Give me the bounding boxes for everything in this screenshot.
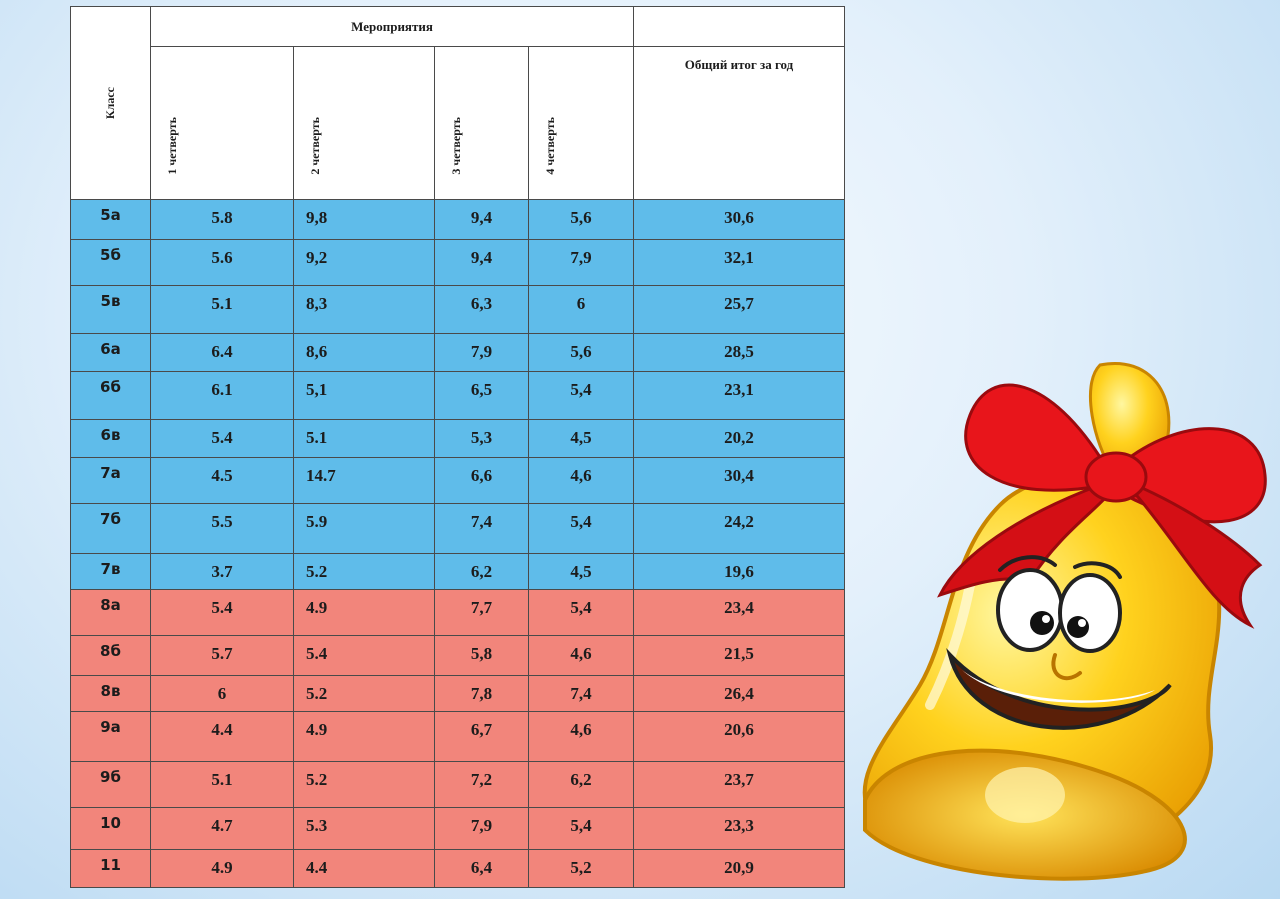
q2-cell: 5,1 <box>294 372 435 420</box>
cartoon-bell-icon <box>850 355 1280 885</box>
q1-cell: 6 <box>151 676 294 712</box>
class-cell: 8а <box>71 590 151 636</box>
class-cell: 8б <box>71 636 151 676</box>
q4-cell: 6,2 <box>529 762 634 808</box>
class-cell: 6б <box>71 372 151 420</box>
q2-cell: 4.9 <box>294 590 435 636</box>
table-row <box>71 712 845 762</box>
q4-cell: 5,4 <box>529 590 634 636</box>
q2-cell: 5.2 <box>294 762 435 808</box>
total-cell: 24,2 <box>634 504 845 554</box>
q4-cell: 5,2 <box>529 850 634 888</box>
table-row <box>71 504 845 554</box>
table-row <box>71 636 845 676</box>
total-cell: 30,4 <box>634 458 845 504</box>
q4-cell: 7,4 <box>529 676 634 712</box>
q4-cell: 4,6 <box>529 458 634 504</box>
total-cell: 20,9 <box>634 850 845 888</box>
quarter-header-3: 3 четверть <box>435 47 529 200</box>
q3-cell: 7,8 <box>435 676 529 712</box>
q1-cell: 5.4 <box>151 590 294 636</box>
table-row <box>71 420 845 458</box>
q2-cell: 14.7 <box>294 458 435 504</box>
class-header: Класс <box>103 86 117 120</box>
q2-cell: 5.4 <box>294 636 435 676</box>
class-header-cell <box>71 7 151 200</box>
class-cell: 7б <box>71 504 151 554</box>
table-row <box>71 200 845 240</box>
quarter-header-4: 4 четверть <box>529 47 634 200</box>
q3-cell: 7,9 <box>435 334 529 372</box>
q1-cell: 3.7 <box>151 554 294 590</box>
q4-cell: 5,4 <box>529 504 634 554</box>
q3-cell: 7,9 <box>435 808 529 850</box>
events-header: Мероприятия <box>151 7 634 47</box>
q1-cell: 5.8 <box>151 200 294 240</box>
table-row <box>71 458 845 504</box>
table-row <box>71 240 845 286</box>
q2-cell: 9,2 <box>294 240 435 286</box>
q3-cell: 7,7 <box>435 590 529 636</box>
q3-cell: 6,4 <box>435 850 529 888</box>
total-cell: 30,6 <box>634 200 845 240</box>
q1-cell: 5.7 <box>151 636 294 676</box>
q2-cell: 5.2 <box>294 554 435 590</box>
total-cell: 23,4 <box>634 590 845 636</box>
q2-cell: 4.9 <box>294 712 435 762</box>
class-cell: 7а <box>71 458 151 504</box>
table-body <box>71 200 845 888</box>
q4-cell: 7,9 <box>529 240 634 286</box>
q4-cell: 5,4 <box>529 808 634 850</box>
q2-cell: 8,6 <box>294 334 435 372</box>
class-cell: 7в <box>71 554 151 590</box>
q4-cell: 4,6 <box>529 712 634 762</box>
total-cell: 23,7 <box>634 762 845 808</box>
q4-cell: 6 <box>529 286 634 334</box>
class-cell: 10 <box>71 808 151 850</box>
header-empty-cell <box>634 7 845 47</box>
q2-cell: 8,3 <box>294 286 435 334</box>
q1-cell: 6.1 <box>151 372 294 420</box>
class-cell: 9а <box>71 712 151 762</box>
q3-cell: 7,4 <box>435 504 529 554</box>
total-cell: 20,2 <box>634 420 845 458</box>
q3-cell: 6,7 <box>435 712 529 762</box>
table-row <box>71 590 845 636</box>
q3-cell: 7,2 <box>435 762 529 808</box>
q1-cell: 5.1 <box>151 286 294 334</box>
total-cell: 23,1 <box>634 372 845 420</box>
total-cell: 20,6 <box>634 712 845 762</box>
total-header: Общий итог за год <box>634 47 845 200</box>
q3-cell: 6,2 <box>435 554 529 590</box>
q4-cell: 4,5 <box>529 554 634 590</box>
q4-cell: 4,5 <box>529 420 634 458</box>
q4-cell: 5,4 <box>529 372 634 420</box>
total-cell: 23,3 <box>634 808 845 850</box>
q3-cell: 5,3 <box>435 420 529 458</box>
q1-cell: 4.5 <box>151 458 294 504</box>
class-cell: 8в <box>71 676 151 712</box>
class-cell: 11 <box>71 850 151 888</box>
total-cell: 19,6 <box>634 554 845 590</box>
q3-cell: 9,4 <box>435 200 529 240</box>
q1-cell: 4.7 <box>151 808 294 850</box>
q1-cell: 5.5 <box>151 504 294 554</box>
total-cell: 28,5 <box>634 334 845 372</box>
class-cell: 9б <box>71 762 151 808</box>
q4-cell: 4,6 <box>529 636 634 676</box>
q2-cell: 9,8 <box>294 200 435 240</box>
q3-cell: 9,4 <box>435 240 529 286</box>
q3-cell: 6,6 <box>435 458 529 504</box>
q3-cell: 6,3 <box>435 286 529 334</box>
q4-cell: 5,6 <box>529 334 634 372</box>
q1-cell: 4.9 <box>151 850 294 888</box>
class-cell: 5б <box>71 240 151 286</box>
q1-cell: 5.4 <box>151 420 294 458</box>
q2-cell: 5.2 <box>294 676 435 712</box>
table-row <box>71 334 845 372</box>
table-row <box>71 762 845 808</box>
q2-cell: 4.4 <box>294 850 435 888</box>
class-cell: 6в <box>71 420 151 458</box>
table-row <box>71 286 845 334</box>
q2-cell: 5.3 <box>294 808 435 850</box>
class-cell: 5в <box>71 286 151 334</box>
q1-cell: 5.6 <box>151 240 294 286</box>
q1-cell: 4.4 <box>151 712 294 762</box>
table-row <box>71 554 845 590</box>
q3-cell: 5,8 <box>435 636 529 676</box>
class-cell: 5а <box>71 200 151 240</box>
q1-cell: 5.1 <box>151 762 294 808</box>
q2-cell: 5.1 <box>294 420 435 458</box>
q4-cell: 5,6 <box>529 200 634 240</box>
table-row <box>71 372 845 420</box>
total-cell: 21,5 <box>634 636 845 676</box>
class-cell: 6а <box>71 334 151 372</box>
quarter-header-2: 2 четверть <box>294 47 435 200</box>
ratings-table <box>70 6 845 888</box>
table-row <box>71 676 845 712</box>
table-row <box>71 808 845 850</box>
q1-cell: 6.4 <box>151 334 294 372</box>
total-cell: 26,4 <box>634 676 845 712</box>
total-cell: 25,7 <box>634 286 845 334</box>
q3-cell: 6,5 <box>435 372 529 420</box>
quarter-header-1: 1 четверть <box>151 47 294 200</box>
q2-cell: 5.9 <box>294 504 435 554</box>
total-cell: 32,1 <box>634 240 845 286</box>
table-row <box>71 850 845 888</box>
